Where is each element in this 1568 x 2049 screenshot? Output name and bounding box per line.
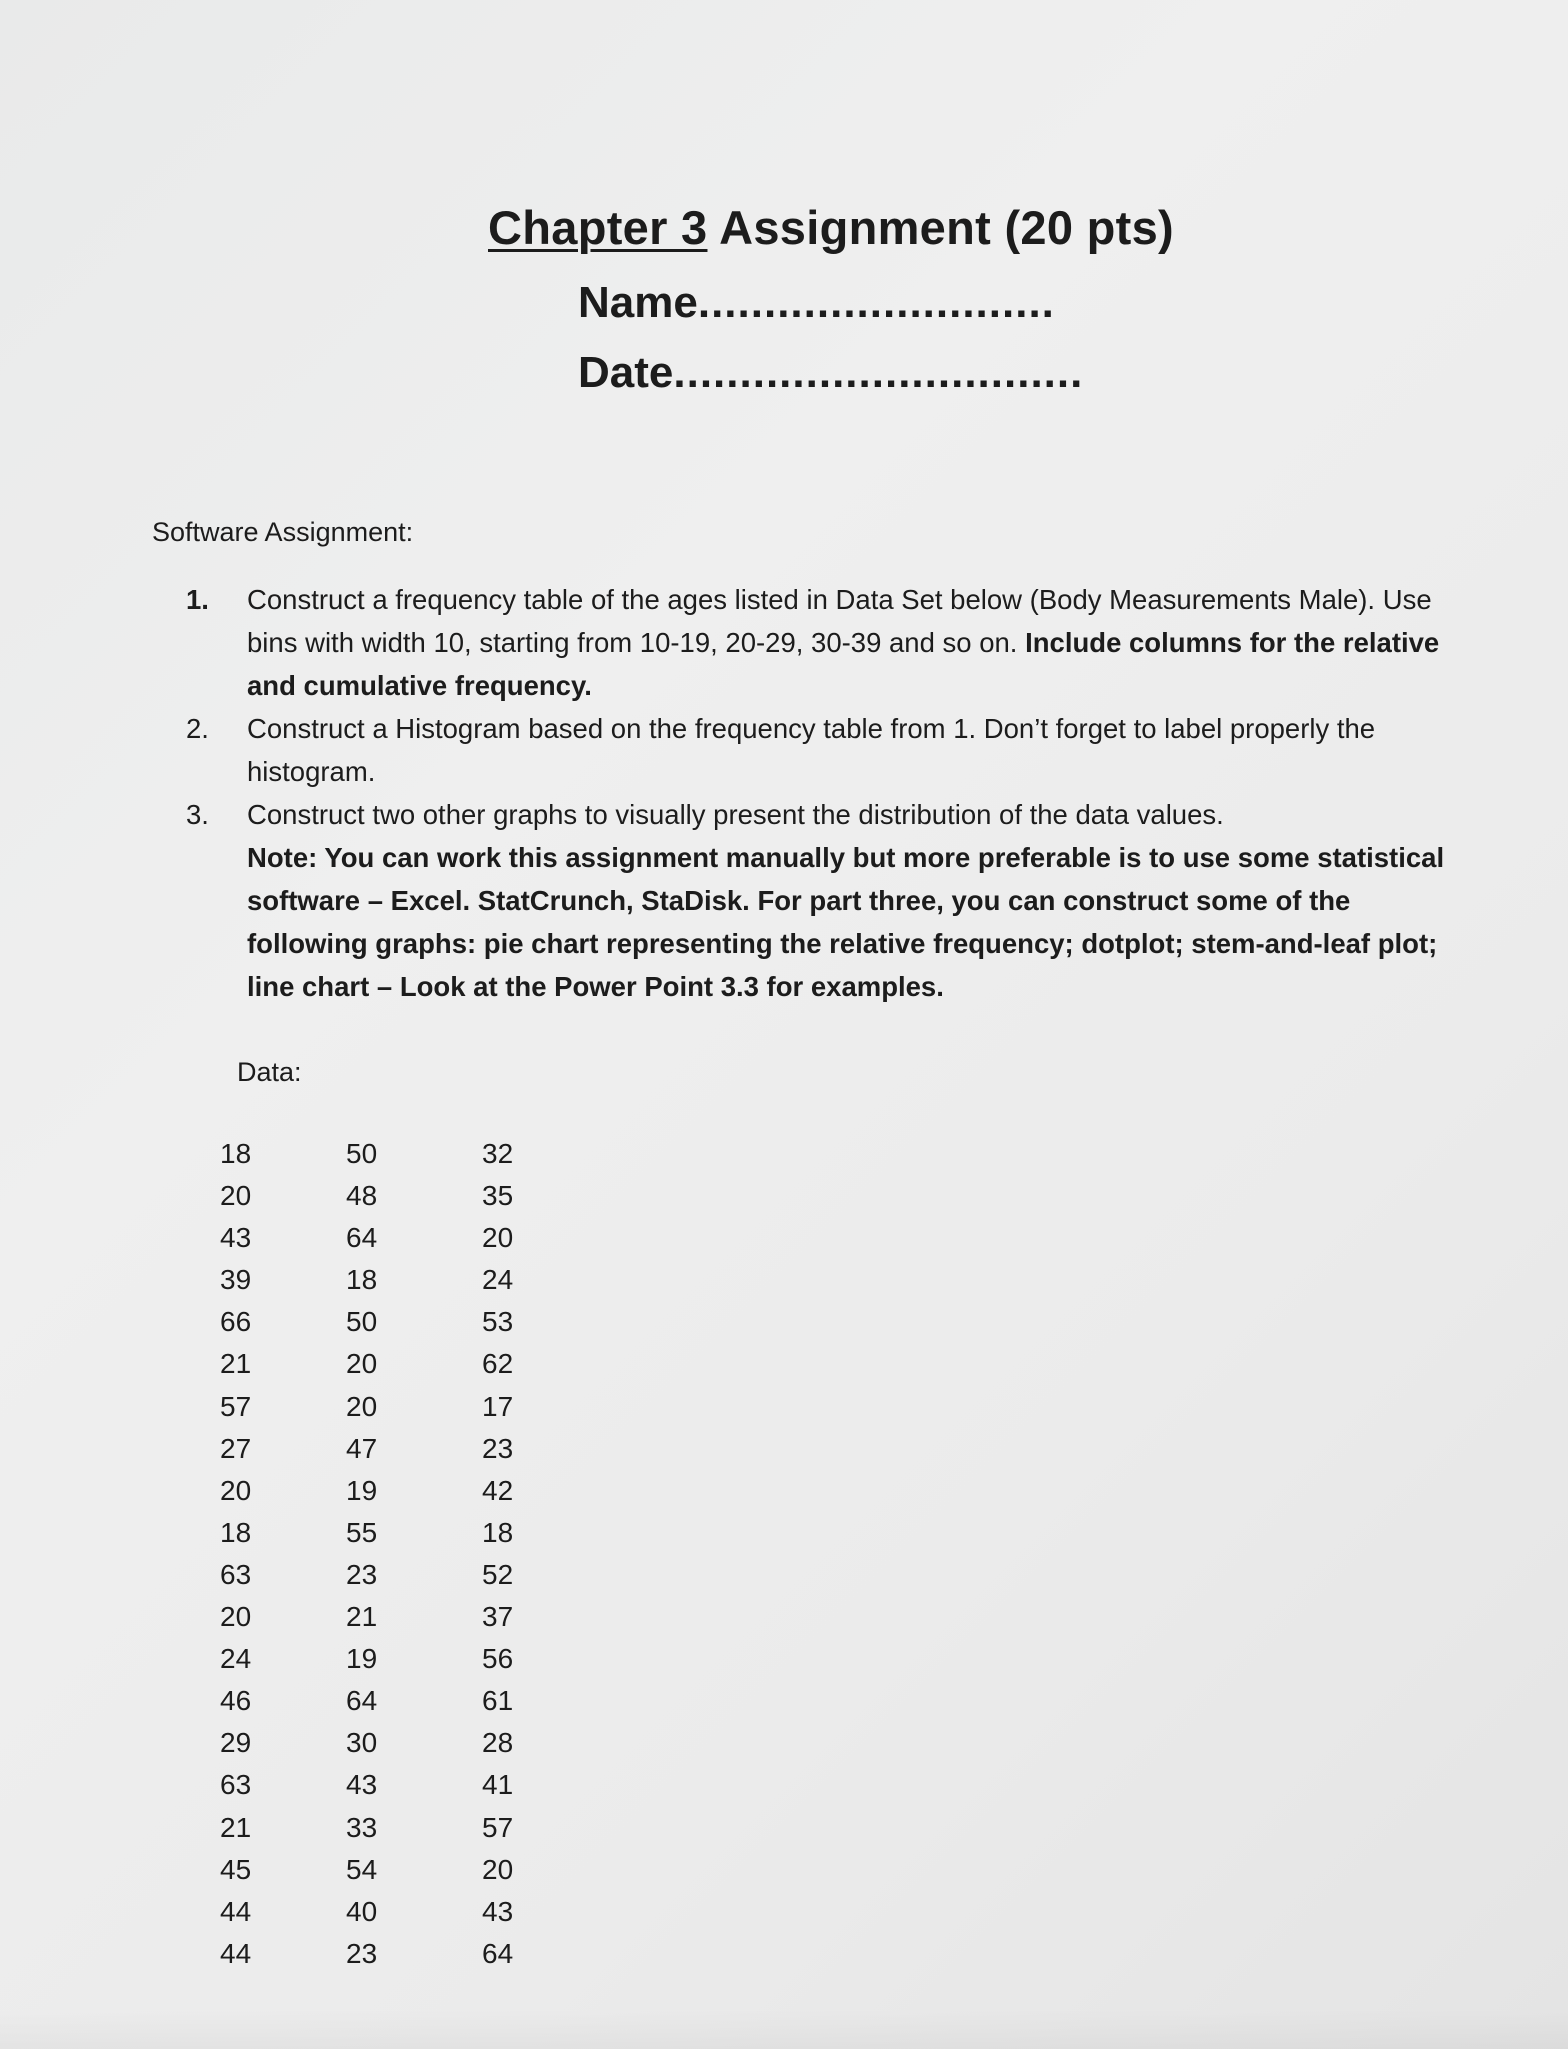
data-value: 64 xyxy=(346,1685,378,1717)
data-value: 43 xyxy=(220,1222,252,1254)
section-label: Software Assignment: xyxy=(152,517,414,547)
data-value: 23 xyxy=(482,1432,514,1464)
data-value: 57 xyxy=(220,1390,252,1422)
date-label: Date xyxy=(578,348,674,397)
data-value: 46 xyxy=(220,1685,252,1717)
data-column-1 xyxy=(220,1133,251,1975)
data-value: 21 xyxy=(220,1811,252,1843)
data-value: 18 xyxy=(482,1516,514,1548)
data-value: 43 xyxy=(346,1769,378,1801)
item-number: 1. xyxy=(186,584,209,615)
data-value: 63 xyxy=(220,1558,252,1590)
item-text-plain: Construct two other graphs to visually present the distribution of the data values. xyxy=(247,799,1224,830)
data-value: 19 xyxy=(346,1643,378,1675)
data-value: 33 xyxy=(346,1811,378,1843)
item-note: Note: You can work this assignment manually but more preferable is to use some statistical software – Excel. StatCrunch, StaDisk. For part three, you can construct some of the following graphs: pie chart representing the relative frequency; dotplot; stem-and-leaf plot; line chart – Look at the Power Point 3.3 for examples. xyxy=(247,842,1445,1002)
data-value: 35 xyxy=(482,1180,514,1212)
data-value: 48 xyxy=(346,1180,378,1212)
data-value: 64 xyxy=(346,1222,378,1254)
data-value: 56 xyxy=(482,1643,514,1675)
data-value: 42 xyxy=(482,1474,514,1506)
data-value: 30 xyxy=(346,1727,378,1759)
data-value: 20 xyxy=(220,1601,252,1633)
data-value: 21 xyxy=(220,1348,252,1380)
data-value: 44 xyxy=(220,1895,252,1927)
item-number: 3. xyxy=(186,799,209,830)
item-text xyxy=(247,578,1476,707)
data-value: 41 xyxy=(482,1769,514,1801)
data-value: 57 xyxy=(482,1811,514,1843)
data-value: 61 xyxy=(482,1685,514,1717)
data-value: 43 xyxy=(482,1895,514,1927)
data-value: 44 xyxy=(220,1937,252,1969)
data-value: 50 xyxy=(346,1306,378,1338)
data-value: 18 xyxy=(220,1138,252,1169)
data-value: 20 xyxy=(482,1222,514,1254)
item-text xyxy=(247,793,1476,1008)
data-value: 53 xyxy=(482,1306,514,1338)
title-rest: Assignment (20 pts) xyxy=(707,201,1174,254)
data-value: 66 xyxy=(220,1306,252,1338)
data-value: 40 xyxy=(346,1895,378,1927)
data-value: 37 xyxy=(482,1601,514,1633)
data-value: 45 xyxy=(220,1853,252,1885)
data-label: Data: xyxy=(237,1057,302,1087)
data-value: 21 xyxy=(346,1601,378,1633)
data-value: 20 xyxy=(482,1853,514,1885)
data-value: 39 xyxy=(220,1264,252,1296)
data-value: 52 xyxy=(482,1558,514,1590)
date-dots: ............................... xyxy=(673,348,1084,397)
name-dots: ........................... xyxy=(697,278,1055,327)
data-value: 20 xyxy=(220,1474,252,1506)
data-value: 20 xyxy=(346,1348,378,1380)
data-value: 23 xyxy=(346,1937,378,1969)
data-value: 47 xyxy=(346,1432,378,1464)
name-field xyxy=(578,278,1055,328)
item-text-bold: Include columns for the relative and cumulative frequency. xyxy=(247,627,1440,701)
data-value: 23 xyxy=(346,1558,378,1590)
instruction-item xyxy=(186,793,1476,1008)
data-value: 18 xyxy=(220,1516,252,1548)
data-value: 29 xyxy=(220,1727,252,1759)
data-value: 32 xyxy=(482,1138,514,1169)
item-text-plain: Construct a frequency table of the ages listed in Data Set below (Body Measurements Male). Use bins with width 10, starting from 10-19, 20-29, 30-39 and so on. xyxy=(247,584,1432,658)
data-value: 55 xyxy=(346,1516,378,1548)
paper-edge-shadow xyxy=(0,2009,1568,2049)
data-value: 19 xyxy=(346,1474,378,1506)
data-value: 20 xyxy=(220,1180,252,1212)
title-chapter: Chapter 3 xyxy=(488,201,708,254)
instruction-item xyxy=(186,578,1476,707)
data-value: 24 xyxy=(482,1264,514,1296)
data-value: 54 xyxy=(346,1853,378,1885)
item-number: 2. xyxy=(186,713,209,744)
data-value: 28 xyxy=(482,1727,514,1759)
data-value: 20 xyxy=(346,1390,378,1422)
name-label: Name xyxy=(578,278,698,327)
item-text: Construct a Histogram based on the frequency table from 1. Don’t forget to label properly the histogram. xyxy=(247,713,1376,787)
data-value: 27 xyxy=(220,1432,252,1464)
data-value: 50 xyxy=(346,1138,378,1169)
data-value: 17 xyxy=(482,1390,514,1422)
data-value: 63 xyxy=(220,1769,252,1801)
data-column-2 xyxy=(346,1133,377,1975)
data-value: 18 xyxy=(346,1264,378,1296)
data-value: 24 xyxy=(220,1643,252,1675)
instructions-list xyxy=(186,578,1476,1008)
page-title xyxy=(488,200,1174,255)
date-field xyxy=(578,348,1083,398)
instruction-item xyxy=(186,707,1476,793)
data-column-3 xyxy=(482,1133,513,1975)
data-value: 62 xyxy=(482,1348,514,1380)
data-value: 64 xyxy=(482,1937,514,1969)
